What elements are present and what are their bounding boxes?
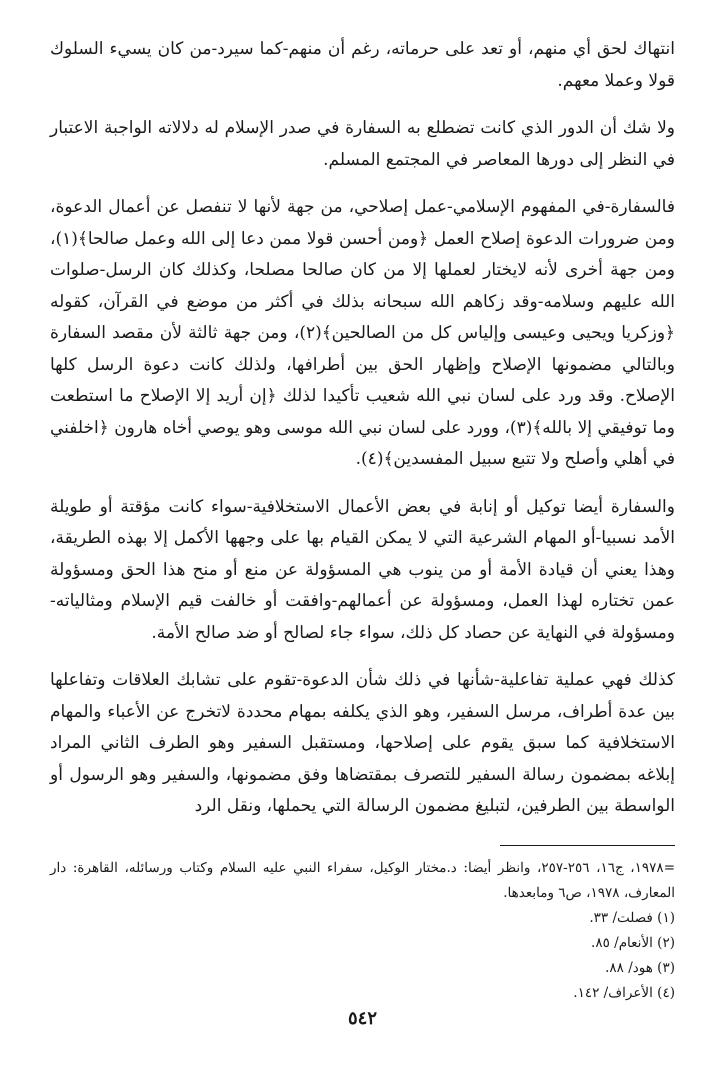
footnote-4: (٤) الأعراف/ ١٤٢.: [573, 984, 675, 1001]
paragraph-1: انتهاك لحق أي منهم، أو تعد على حرماته، رغم أن منهم-كما سيرد-من كان يسيء السلوك قولا وعملا معهم.: [50, 39, 675, 91]
footnote-divider: [500, 845, 675, 846]
paragraph-3: فالسفارة-في المفهوم الإسلامي-عمل إصلاحي، من جهة لأنها لا تنفصل عن أعمال الدعوة، ومن ضرورات الدعوة إصلاح العمل ﴿ومن أحسن قولا ممن دعا إلى الله وعمل صالحا﴾(١)، ومن جهة أخرى لأنه لايختار لعملها إلا من كان صالحا مصلحا، وكذلك كان الرسل-صلوات الله عليهم وسلامه-وقد زكاهم الله سبحانه بذلك في أكثر من موضع في القرآن، كقوله ﴿وزكريا ويحيى وعيسى وإلياس كل من الصالحين﴾(٢)، ومن جهة ثالثة لأن مقصد السفارة وبالتالي مضمونها الإصلاح وإظهار الحق بين أطرافها، ولذلك كانت دعوة الرسل كلها الإصلاح. وقد ورد على لسان نبي الله شعيب تأكيدا لذلك ﴿إن أريد إلا الإصلاح ما استطعت وما توفيقي إلا بالله﴾(٣)، وورد على لسان نبي الله موسى وهو يوصي أخاه هارون ﴿اخلفني في أهلي وأصلح ولا تتبع سبيل المفسدين﴾(٤).: [50, 197, 675, 469]
footnote-continuation: =١٩٧٨، ج١٦، ٢٥٦-٢٥٧، وانظر أيضا: د.مختار الوكيل، سفراء النبي عليه السلام وكتاب ورسائله، القاهرة: دار المعارف، ١٩٧٨، ص٦ ومابعدها.: [50, 859, 675, 901]
paragraph-5: كذلك فهي عملية تفاعلية-شأنها في ذلك شأن الدعوة-تقوم على تشابك العلاقات وتفاعلها بين عدة أطراف، مرسل السفير، وهو الذي يكلفه بمهام محددة لاتخرج عن الأعباء والمهام الاستخلافية كما سبق يقوم على إصلاحها، ومستقبل السفير وهو الطرف الثاني المراد إبلاغه بمضمون رسالة السفير للتصرف بمقتضاها وفق مضمونها، والسفير وهو الرسول أو الواسطة بين الطرفين، لتبليغ مضمون الرسالة التي يحملها، ونقل الرد: [50, 670, 675, 816]
footnote-1: (١) فصلت/ ٣٣.: [589, 909, 675, 926]
footnotes: [50, 856, 675, 1006]
footnote-2: (٢) الأنعام/ ٨٥.: [591, 934, 675, 951]
page-number: ٥٤٢: [347, 1008, 377, 1029]
footnote-3: (٣) هود/ ٨٨.: [605, 959, 675, 976]
paragraph-2: ولا شك أن الدور الذي كانت تضطلع به السفارة في صدر الإسلام له دلالاته الواجبة الاعتبار في النظر إلى دورها المعاصر في المجتمع المسلم.: [50, 118, 675, 170]
paragraph-4: والسفارة أيضا توكيل أو إنابة في بعض الأعمال الاستخلافية-سواء كانت مؤقتة أو طويلة الأمد نسبيا-أو المهام الشرعية التي لا يمكن القيام بها على وجهها الأكمل إلا بهذه الطريقة، وهذا يعني أن قيادة الأمة أو من ينوب هي المسؤولة عن منع أو منح هذا الحق ومسؤولة عمن تختاره لهذا العمل، ومسؤولة عن أعمالهم-وافقت أو خالفت قيم الإسلام ومثالياته-ومسؤولة في النهاية عن حصاد كل ذلك، سواء جاء لصالح أو ضد صالح الأمة.: [50, 496, 675, 643]
